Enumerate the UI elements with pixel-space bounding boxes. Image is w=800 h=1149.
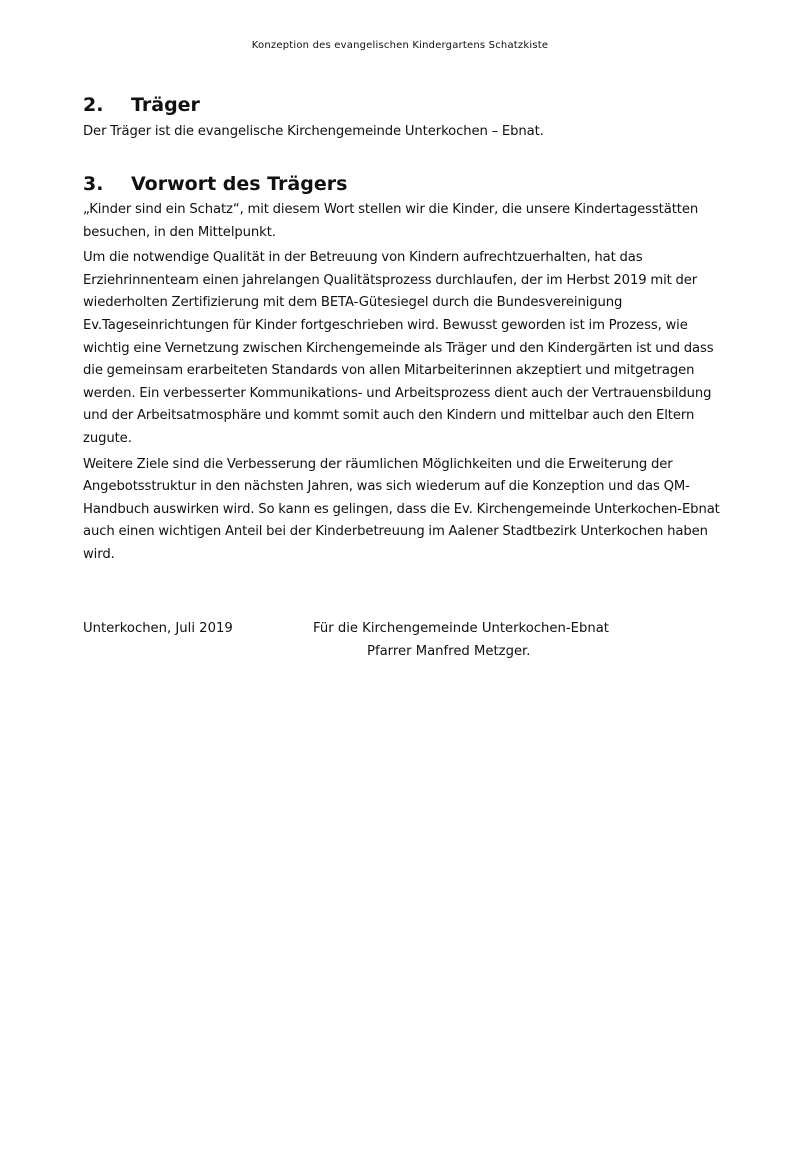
page-header: Konzeption des evangelischen Kindergartens Schatzkiste [251, 40, 549, 51]
section-heading [83, 93, 733, 117]
section-heading [83, 172, 733, 196]
paragraph: Um die notwendige Qualität in der Betreuung von Kindern aufrechtzuerhalten, hat das Erziehrinnenteam einen jahrelangen Qualitätsprozess durchlaufen, der im Herbst 2019 mit der wiederholten Zertifizierung mit dem BETA-Gütesiegel durch die Bundesvereinigung Ev.Tageseinrichtungen für Kinder fortgeschrieben wird. Bewusst geworden ist im Prozess, wie wichtig eine Vernetzung zwischen Kirchengemeinde als Träger und den Kindergärten ist und dass die gemeinsam erarbeiteten Standards von allen Mitarbeiterinnen akzeptiert und mitgetragen werden. Ein verbesserter Kommunikations- und Arbeitsprozess dient auch der Vertrauensbildung und der Arbeitsatmosphäre und kommt somit auch den Kindern und mittelbar auch den Eltern zugute. [83, 250, 714, 446]
section-vorwort [83, 172, 733, 567]
signature-organization: Für die Kirchengemeinde Unterkochen-Ebnat [313, 621, 609, 636]
section-number: 3. [83, 173, 104, 195]
signature-name: Pfarrer Manfred Metzger. [367, 643, 531, 659]
paragraph: Der Träger ist die evangelische Kirchengemeinde Unterkochen – Ebnat. [83, 124, 544, 139]
section-title: Vorwort des Trägers [131, 173, 348, 195]
signature-place-date: Unterkochen, Juli 2019 [83, 621, 233, 636]
paragraph: Weitere Ziele sind die Verbesserung der räumlichen Möglichkeiten und die Erweiterung der Angebotsstruktur in den nächsten Jahren, was sich wiederum auf die Konzeption und das QM-Handbuch auswirken wird. So kann es gelingen, dass die Ev. Kirchengemeinde Unterkochen-Ebnat auch einen wichtigen Anteil bei der Kinderbetreuung im Aalener Stadtbezirk Unterkochen haben wird. [83, 456, 720, 562]
paragraph: „Kinder sind ein Schatz“, mit diesem Wort stellen wir die Kinder, die unsere Kindertagesstätten besuchen, in den Mittelpunkt. [83, 202, 699, 240]
section-title: Träger [131, 94, 200, 116]
section-number: 2. [83, 94, 104, 116]
section-traeger [83, 93, 733, 144]
